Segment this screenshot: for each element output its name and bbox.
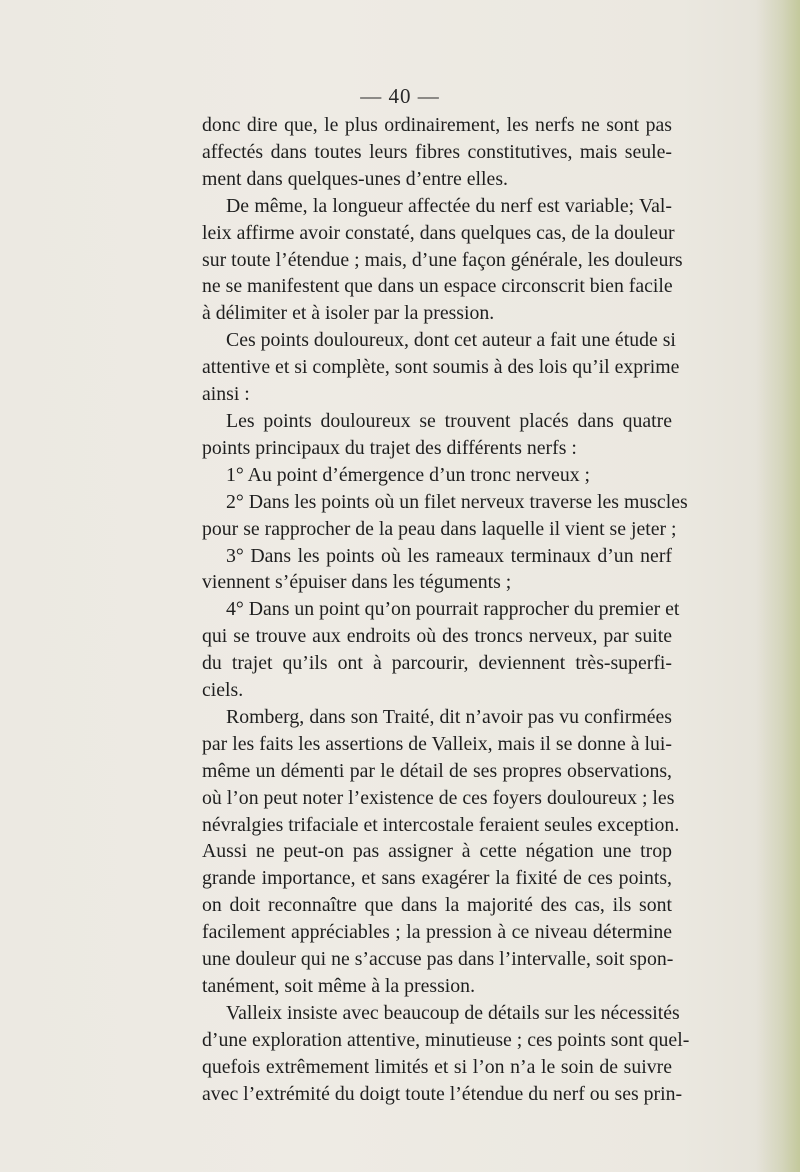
text-line: pour se rapprocher de la peau dans laquelle il vient se jeter ; <box>202 517 677 540</box>
text-line: Ces points douloureux, dont cet auteur a fait une étude si <box>226 329 676 352</box>
text-line: du trajet qu’ils ont à parcourir, deviennent très-superfi- <box>202 652 672 675</box>
text-line: attentive et si complète, sont soumis à des lois qu’il exprime <box>202 356 680 379</box>
text-line: donc dire que, le plus ordinairement, les nerfs ne sont pas <box>202 114 672 136</box>
body-text <box>202 112 690 1108</box>
text-line: Les points douloureux se trouvent placés dans quatre <box>226 409 672 432</box>
text-line: avec l’extrémité du doigt toute l’étendue du nerf ou ses prin- <box>202 1082 683 1105</box>
text-line: tanément, soit même à la pression. <box>202 975 476 997</box>
text-line: 4° Dans un point qu’on pourrait rapprocher du premier et <box>226 598 680 621</box>
text-line: Romberg, dans son Traité, dit n’avoir pas vu confirmées <box>226 705 672 728</box>
text-line: facilement appréciables ; la pression à ce niveau détermine <box>202 921 672 944</box>
text-line: De même, la longueur affectée du nerf est variable; Val- <box>226 194 672 217</box>
text-line: 2° Dans les points où un filet nerveux traverse les muscles <box>226 490 688 513</box>
text-line: on doit reconnaître que dans la majorité des cas, ils sont <box>202 894 672 917</box>
text-line: Valleix insiste avec beaucoup de détails sur les nécessités <box>226 1001 680 1024</box>
text-line: ment dans quelques-unes d’entre elles. <box>202 167 508 190</box>
text-line: névralgies trifaciale et intercostale feraient seules exception. <box>202 813 680 836</box>
text-line: où l’on peut noter l’existence de ces foyers douloureux ; les <box>202 786 675 809</box>
text-line: 3° Dans les points où les rameaux terminaux d’un nerf <box>226 544 672 567</box>
text-line: affectés dans toutes leurs fibres constitutives, mais seule- <box>202 140 672 163</box>
text-line: sur toute l’étendue ; mais, d’une façon générale, les douleurs <box>202 248 683 271</box>
text-line: qui se trouve aux endroits où des troncs nerveux, par suite <box>202 625 672 648</box>
text-line: Aussi ne peut-on pas assigner à cette négation une trop <box>202 840 672 863</box>
text-line: quefois extrêmement limités et si l’on n’a le soin de suivre <box>202 1055 672 1078</box>
text-line: points principaux du trajet des différents nerfs : <box>202 436 577 459</box>
text-line: 1° Au point d’émergence d’un tronc nerveux ; <box>226 463 591 486</box>
text-line: viennent s’épuiser dans les téguments ; <box>202 571 512 594</box>
page-number: — 40 — <box>360 84 440 108</box>
page-edge-shadow <box>755 0 800 1172</box>
text-line: une douleur qui ne s’accuse pas dans l’intervalle, soit spon- <box>202 948 674 971</box>
text-line: ciels. <box>202 679 244 702</box>
text-line: grande importance, et sans exagérer la fixité de ces points, <box>202 867 672 890</box>
text-line: même un démenti par le détail de ses propres observations, <box>202 759 672 782</box>
text-line: ne se manifestent que dans un espace circonscrit bien facile <box>202 275 673 298</box>
text-line: à délimiter et à isoler par la pression. <box>202 302 495 325</box>
text-line: par les faits les assertions de Valleix, mais il se donne à lui- <box>202 732 672 755</box>
text-line: ainsi : <box>202 383 250 406</box>
text-line: leix affirme avoir constaté, dans quelques cas, de la douleur <box>202 221 675 244</box>
text-line: d’une exploration attentive, minutieuse ; ces points sont quel- <box>202 1028 690 1051</box>
